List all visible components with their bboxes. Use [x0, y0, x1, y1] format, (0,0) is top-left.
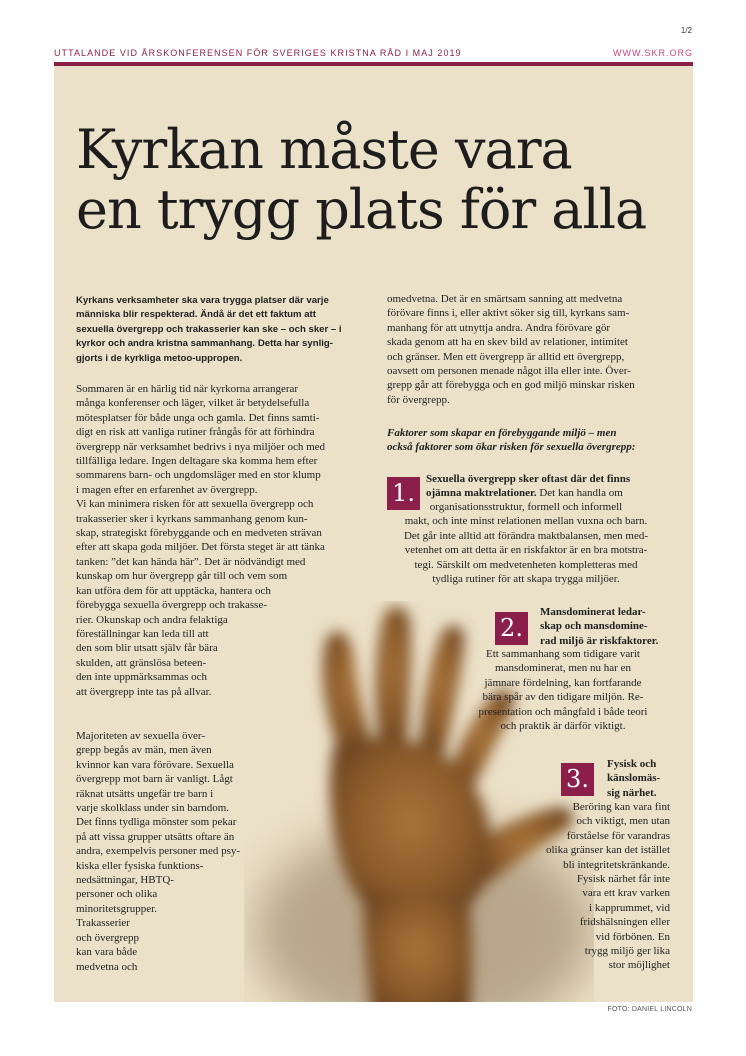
factor-text: Beröring kan vara fint och viktigt, men utan förståelse för varandras olika gränser kan det istället bli integritetskränkande. Fysisk närhet får inte vara ett krav varken i kapprummet, vid fridshälsningen eller vid förbönen. En trygg miljö ger lika stor möjlighet [545, 801, 670, 972]
content-panel [54, 66, 693, 1002]
photo-credit: FOTO: DANIEL LINCOLN [607, 1006, 692, 1013]
factor-heading: Fysisk och känslomäs- sig närhet. [607, 758, 661, 799]
factor-heading: Mansdominerat ledar- skap och mansdomine- rad miljö är riskfaktorer. [540, 606, 659, 647]
factor-number-badge: 1. [387, 477, 420, 510]
subheading: Faktorer som skapar en förebyggande miljö – men också faktorer som ökar risken för sexuella övergrepp: [387, 427, 636, 454]
title-line: en trygg plats för alla [76, 178, 647, 241]
factor-number-badge: 2. [495, 612, 528, 645]
title-line: Kyrkan måste vara [76, 118, 572, 181]
factor-text: ojämna maktrelationer. Det kan handla om [426, 487, 623, 499]
body-paragraph: Majoriteten av sexuella över- grepp begås av män, men även kvinnor kan vara förövare. Sexuella övergrepp mot barn är vanligt. Lågt räknat utsätts ungefär tre barn i varje skolklass under sin barndom. Det finns tydliga mönster som pekar på att vissa grupper utsätts oftare än andra, exempelvis personer med psy- kiska eller fysiska funktions- nedsättningar, HBTQ- personer och olika minoritetsgrupper. Trakasserier och övergrepp kan vara både medvetna och [76, 730, 241, 973]
body-paragraph: Sommaren är en härlig tid när kyrkorna arrangerar många konferenser och läger, vilket är betydelsefulla mötesplatser för både unga och gamla. Det finns samti- digt en risk att vanliga rutiner frångås för att förhindra övergrepp när verksamhet bedrivs i nya miljöer och med tillfälliga ledare. Ingen deltagare ska komma hem efter sommarens barn- och ungdomsläger med en stor klump i magen efter en erfarenhet av övergrepp. Vi kan minimera risken för att sexuella övergrepp och trakasserier sker i kyrkans sammanhang genom kun- skap, strategiskt förebyggande och en medveten strävan efter att skapa goda miljöer. Det första steget är att tänka tanken: ”det kan hända här”. Det är nödvändigt med kunskap om hur övergrepp går till och vem som kan utföra dem för att upptäcka, hantera och förebygga sexuella övergrepp och trakasse- rier. Okunskap och andra felaktiga föreställningar kan leda till att den som blir utsatt själv får bära skulden, att gränslösa beteen- den inte uppmärksammas och att övergrepp inte tas på allvar. [76, 383, 326, 698]
header-bar [54, 48, 693, 62]
lead-paragraph: Kyrkans verksamheter ska vara trygga platser där varje människa blir respekterad. Ändå är det ett faktum att sexuella övergrepp och trakasserier kan ske – och sker – i kyrkor och andra kristna sammanhang. Detta har synlig- gjorts i de kyrkliga metoo-uppropen. [76, 295, 342, 364]
factor-heading: Sexuella övergrepp sker oftast där det finns [426, 473, 631, 485]
body-paragraph: omedvetna. Det är en smärtsam sanning att medvetna förövare finns i, eller aktivt söker sig till, kyrkans sam- manhang för att utnyttja andra. Andra förövare gör skada genom att ha en skev bild av relationer, intimitet och gränser. Men ett övergrepp är alltid ett övergrepp, oavsett om personen menade något illa eller inte. Över- grepp går att förebygga och en god miljö minskar risken för övergrepp. [387, 293, 635, 406]
factor-text: organisationsstruktur, formell och informell makt, och inte minst relationen mellan vuxna och barn. Det går inte alltid att förändra maktbalansen, men med- vetenhet om att detta är en riskfaktor är en bra motstra- tegi. Särskilt om medvetenheten kompletteras med tydliga rutiner för att skapa trygga miljöer. [403, 501, 649, 586]
factor-number-badge: 3. [561, 763, 594, 796]
website-link[interactable]: WWW.SKR.ORG [613, 48, 693, 58]
header-kicker: UTTALANDE VID ÅRSKONFERENSEN FÖR SVERIGES KRISTNA RÅD I MAJ 2019 [54, 48, 462, 58]
page-number: 1/2 [680, 26, 692, 35]
factor-text: Ett sammanhang som tidigare varit mansdominerat, men nu har en jämnare fördelning, kan fortfarande bära spår av den tidigare miljön. Re- presentation och mångfald i både teori och praktik är därför viktigt. [478, 648, 648, 733]
page-title [76, 120, 686, 240]
